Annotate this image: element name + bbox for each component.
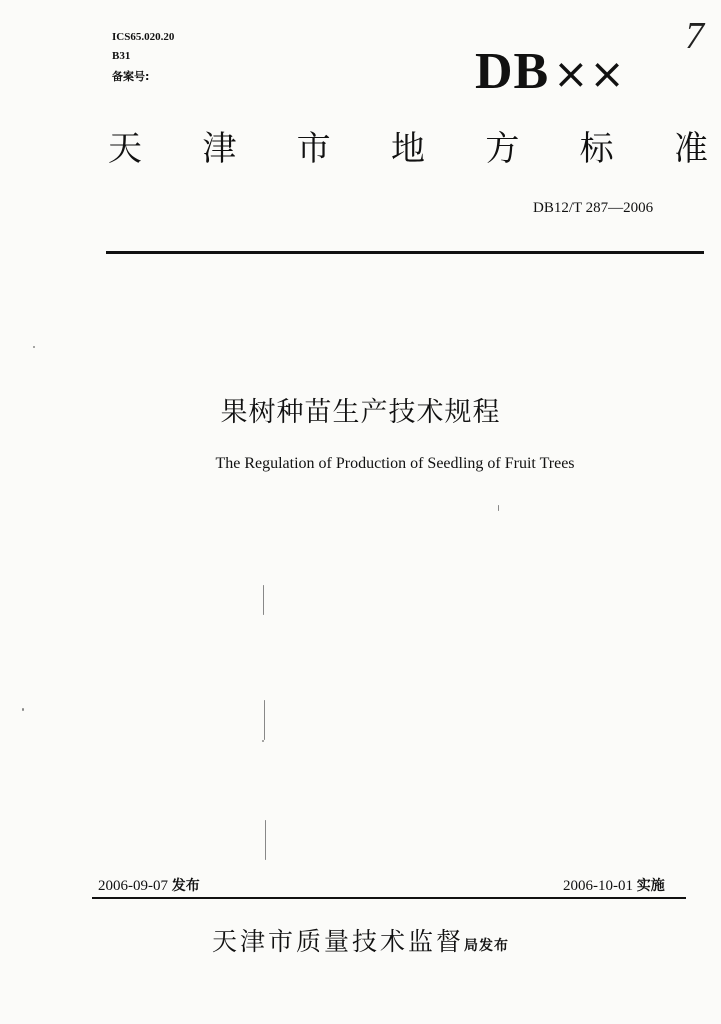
standard-type-char: 津 bbox=[202, 129, 237, 169]
standard-type-char: 标 bbox=[579, 129, 614, 169]
implementation-date-value: 2006-10-01 bbox=[563, 878, 633, 894]
top-divider bbox=[106, 251, 704, 254]
scan-artifact bbox=[265, 820, 266, 860]
standard-type-char: 市 bbox=[296, 129, 331, 169]
issue-date bbox=[98, 875, 200, 895]
db-logo-text: DB bbox=[475, 43, 550, 100]
bottom-divider bbox=[92, 897, 686, 899]
standard-type-char: 天 bbox=[108, 129, 142, 169]
scan-artifact bbox=[33, 346, 35, 348]
standard-type-char: 准 bbox=[673, 129, 708, 169]
implementation-date-label: 实施 bbox=[636, 878, 665, 894]
scan-artifact bbox=[498, 505, 499, 511]
standard-number: DB12/T 287—2006 bbox=[533, 200, 654, 216]
issue-date-label: 发布 bbox=[171, 878, 200, 894]
standard-type-char: 地 bbox=[390, 129, 425, 169]
issuing-authority bbox=[0, 922, 721, 958]
document-title-english: The Regulation of Production of Seedling of Fruit Trees bbox=[215, 455, 575, 472]
scan-artifact bbox=[264, 700, 265, 740]
ics-code: ICS65.020.20 bbox=[112, 31, 175, 43]
issuer-name: 天津市质量技术监督 bbox=[211, 927, 464, 956]
db-logo bbox=[475, 43, 626, 100]
document-title-chinese: 果树种苗生产技术规程 bbox=[220, 397, 501, 428]
issuer-suffix: 局发布 bbox=[464, 938, 509, 954]
implementation-date bbox=[563, 875, 665, 895]
ccs-code: B31 bbox=[112, 50, 131, 62]
handwritten-mark: 7 bbox=[685, 15, 704, 57]
db-logo-xx: ×× bbox=[553, 49, 626, 98]
scan-artifact bbox=[263, 585, 264, 615]
scan-artifact bbox=[262, 740, 264, 742]
standard-type-heading bbox=[108, 129, 708, 169]
standard-type-char: 方 bbox=[485, 129, 520, 169]
filing-number-label: 备案号: bbox=[112, 70, 150, 83]
issue-date-value: 2006-09-07 bbox=[98, 878, 168, 894]
scan-artifact bbox=[22, 708, 24, 711]
